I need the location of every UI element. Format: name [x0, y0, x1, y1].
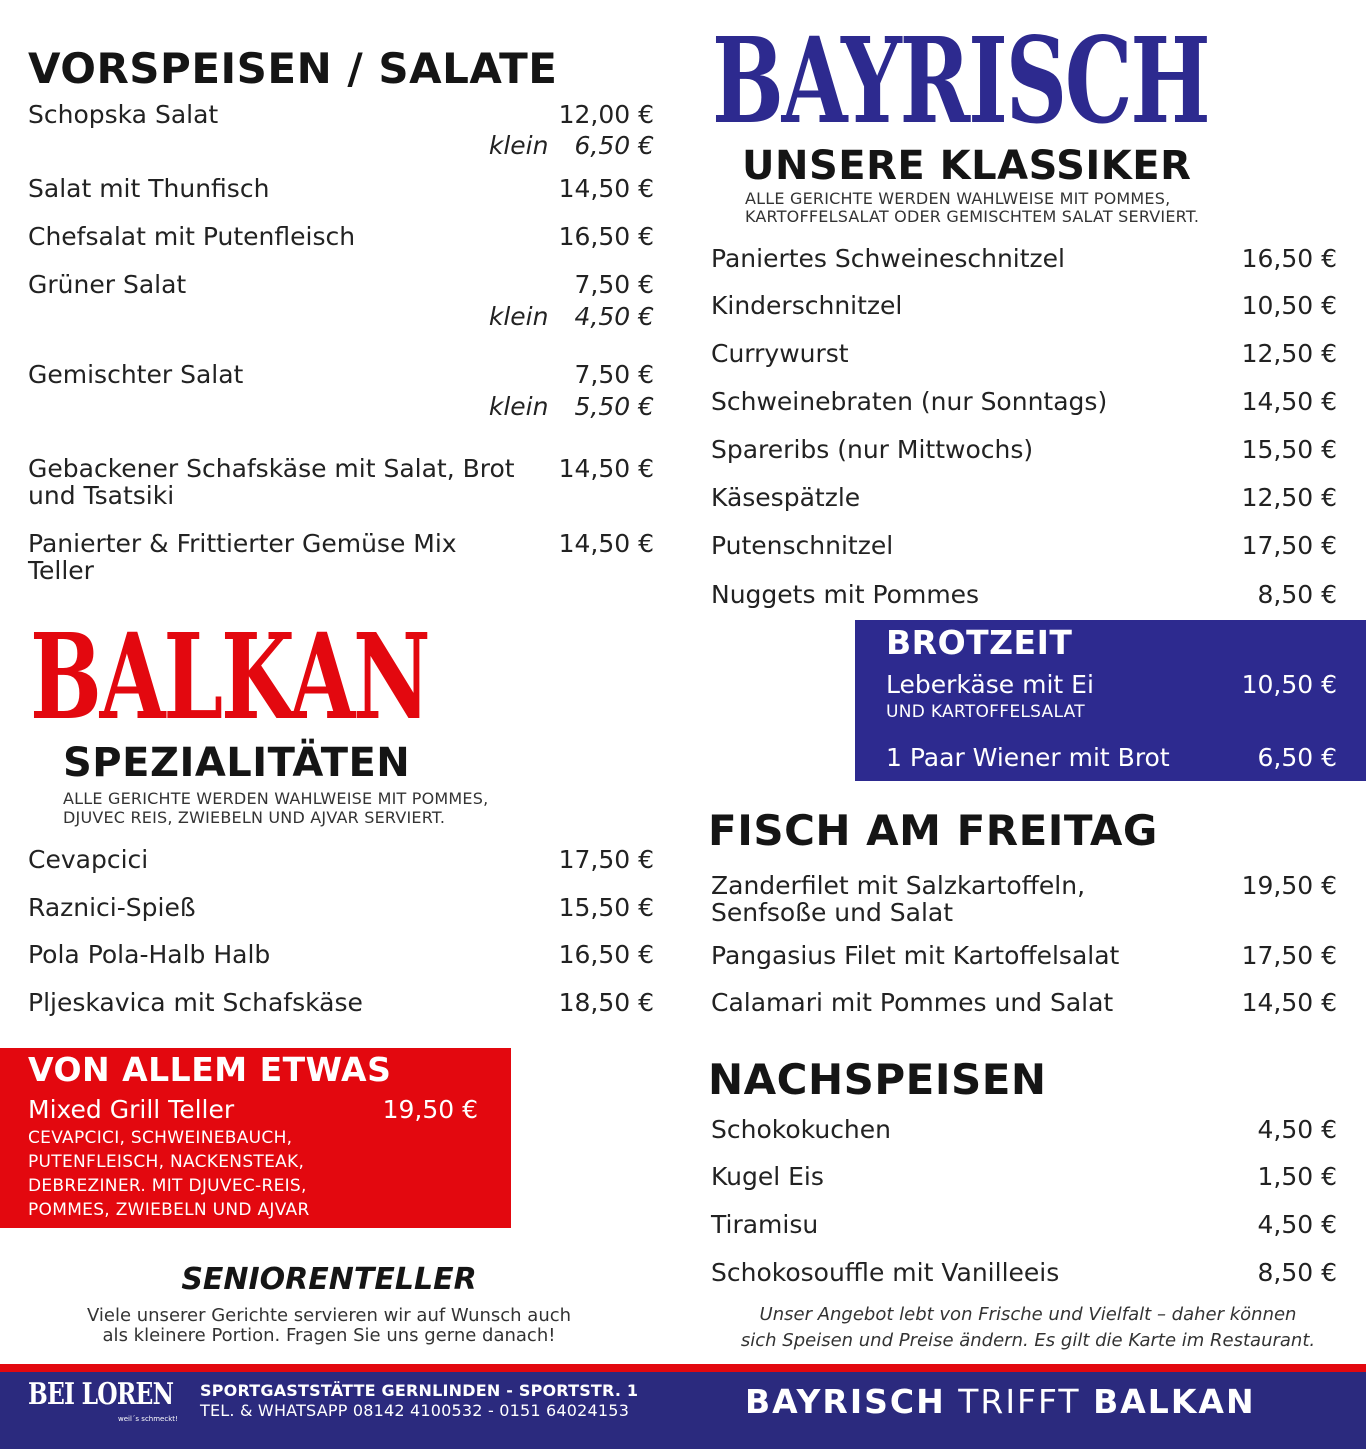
menu-item-price: 17,50 € — [558, 845, 654, 874]
fisch-title: FISCH AM FREITAG — [708, 806, 1158, 855]
menu-item-name: Currywurst — [711, 339, 849, 368]
menu-item-price: 10,50 € — [1241, 291, 1337, 320]
menu-item-price: 12,50 € — [1241, 483, 1337, 512]
description-line: DEBREZINER. MIT DJUVEC-REIS, — [28, 1176, 307, 1196]
menu-item-name: Tiramisu — [711, 1210, 819, 1239]
mixed-grill-price: 19,50 € — [382, 1095, 478, 1124]
slogan-bayrisch: BAYRISCH — [745, 1382, 946, 1421]
menu-item-name: Salat mit Thunfisch — [28, 174, 270, 203]
menu-item-price: 16,50 € — [558, 222, 654, 251]
menu-item-price: 19,50 € — [1241, 871, 1337, 900]
balkan-title: SPEZIALITÄTEN — [63, 740, 411, 786]
menu-item-name: Gemischter Salat — [28, 360, 244, 389]
footer-slogan — [745, 1382, 1256, 1421]
menu-item-price: 14,50 € — [1241, 387, 1337, 416]
menu-item-price: 7,50 € — [574, 270, 654, 299]
mixed-grill-name: Mixed Grill Teller — [28, 1095, 235, 1124]
menu-item-name: Paniertes Schweineschnitzel — [711, 244, 1065, 273]
menu-item-name: Raznici-Spieß — [28, 893, 196, 922]
brotzeit-box — [855, 620, 1366, 781]
slogan-balkan: BALKAN — [1093, 1382, 1256, 1421]
von-allem-etwas-box — [0, 1048, 511, 1228]
menu-item-name: Putenschnitzel — [711, 531, 894, 560]
menu-item-price: 1,50 € — [1257, 1162, 1337, 1191]
menu-item-name: Pljeskavica mit Schafskäse — [28, 988, 363, 1017]
menu-item-name: Grüner Salat — [28, 270, 187, 299]
menu-item-name: Cevapcici — [28, 845, 149, 874]
disclaimer-line1: Unser Angebot lebt von Frische und Vielfalt – daher können — [759, 1304, 1297, 1325]
menu-item-price: 16,50 € — [1241, 244, 1337, 273]
balkan-note-line1: ALLE GERICHTE WERDEN WAHLWEISE MIT POMMES, — [63, 789, 489, 808]
description-line: PUTENFLEISCH, NACKENSTEAK, — [28, 1152, 305, 1172]
menu-item-price: 12,00 € — [558, 100, 654, 129]
menu-item-price: 17,50 € — [1241, 531, 1337, 560]
klein-price-row — [489, 131, 654, 160]
slogan-trifft: TRIFFT — [958, 1382, 1081, 1421]
menu-item-price: 14,50 € — [558, 529, 654, 558]
klein-label: klein — [488, 302, 549, 331]
bayrisch-title: UNSERE KLASSIKER — [742, 143, 1192, 189]
menu-item-price: 15,50 € — [558, 893, 654, 922]
bayrisch-note-line1: ALLE GERICHTE WERDEN WAHLWEISE MIT POMMES, — [745, 189, 1171, 208]
menu-item-name: Schokosouffle mit Vanilleeis — [711, 1258, 1060, 1287]
menu-item-price: 8,50 € — [1257, 1258, 1337, 1287]
menu-item-name: Käsespätzle — [711, 483, 861, 512]
menu-item-name: Calamari mit Pommes und Salat — [711, 988, 1114, 1017]
menu-item-price: 8,50 € — [1257, 580, 1337, 609]
vorspeisen-title: VORSPEISEN / SALATE — [28, 44, 558, 93]
menu-item-price: 16,50 € — [558, 940, 654, 969]
klein-price: 5,50 € — [574, 392, 654, 421]
brotzeit-item-sub: UND KARTOFFELSALAT — [886, 702, 1085, 722]
seniorenteller-line2: als kleinere Portion. Fragen Sie uns gerne danach! — [102, 1325, 556, 1346]
menu-item-price: 15,50 € — [1241, 435, 1337, 464]
brotzeit-item-name: 1 Paar Wiener mit Brot — [886, 743, 1170, 772]
klein-price-row — [489, 302, 654, 331]
bei-loren-logo: BEI LOREN — [28, 1377, 174, 1412]
footer-red-stripe — [0, 1364, 1366, 1372]
menu-item-name: Zanderfilet mit Salzkartoffeln, Senfsoße und Salat — [711, 871, 1086, 927]
menu-item-name: Pola Pola-Halb Halb — [28, 940, 271, 969]
description-line: CEVAPCICI, SCHWEINEBAUCH, — [28, 1128, 293, 1148]
menu-item-name: Nuggets mit Pommes — [711, 580, 980, 609]
brotzeit-item-price: 6,50 € — [1257, 743, 1337, 772]
menu-item-name: Schopska Salat — [28, 100, 219, 129]
footer-contact: TEL. & WHATSAPP 08142 4100532 - 0151 64024153 — [200, 1401, 630, 1420]
balkan-note-line2: DJUVEC REIS, ZWIEBELN UND AJVAR SERVIERT. — [63, 808, 446, 827]
description-line: POMMES, ZWIEBELN UND AJVAR — [28, 1200, 310, 1220]
nachspeisen-title: NACHSPEISEN — [708, 1055, 1047, 1104]
klein-label: klein — [488, 392, 549, 421]
bayrisch-logo: BAYRISCH — [712, 11, 1209, 150]
menu-item-name: Spareribs (nur Mittwochs) — [711, 435, 1034, 464]
disclaimer-line2: sich Speisen und Preise ändern. Es gilt die Karte im Restaurant. — [740, 1330, 1316, 1351]
menu-item-price: 14,50 € — [558, 454, 654, 483]
menu-item-name: Schokokuchen — [711, 1115, 892, 1144]
menu-item-name: Pangasius Filet mit Kartoffelsalat — [711, 941, 1120, 970]
footer-address: SPORTGASTSTÄTTE GERNLINDEN - SPORTSTR. 1 — [200, 1381, 639, 1400]
von-allem-title: VON ALLEM ETWAS — [28, 1050, 392, 1089]
menu-item-name: Panierter & Frittierter Gemüse Mix Teller — [28, 529, 457, 585]
menu-item-price: 12,50 € — [1241, 339, 1337, 368]
menu-item-name: Schweinebraten (nur Sonntags) — [711, 387, 1108, 416]
menu-item-price: 14,50 € — [558, 174, 654, 203]
brotzeit-title: BROTZEIT — [886, 623, 1073, 662]
menu-item-price: 7,50 € — [574, 360, 654, 389]
bayrisch-note-line2: KARTOFFELSALAT ODER GEMISCHTEM SALAT SERVIERT. — [745, 207, 1200, 226]
klein-price: 6,50 € — [574, 131, 654, 160]
menu-item-name: Chefsalat mit Putenfleisch — [28, 222, 356, 251]
menu-item-price: 4,50 € — [1257, 1210, 1337, 1239]
klein-label: klein — [488, 131, 549, 160]
menu-item-price: 4,50 € — [1257, 1115, 1337, 1144]
brotzeit-item-name: Leberkäse mit Ei — [886, 670, 1094, 699]
menu-item-price: 14,50 € — [1241, 988, 1337, 1017]
menu-item-name: Kugel Eis — [711, 1162, 824, 1191]
seniorenteller-title: SENIORENTELLER — [181, 1262, 477, 1297]
seniorenteller-line1: Viele unserer Gerichte servieren wir auf Wunsch auch — [86, 1305, 572, 1326]
menu-item-price: 18,50 € — [558, 988, 654, 1017]
menu-item-price: 17,50 € — [1241, 941, 1337, 970]
balkan-logo: BALKAN — [30, 607, 429, 746]
klein-price-row — [489, 392, 654, 421]
brotzeit-item-price: 10,50 € — [1241, 670, 1337, 699]
bei-loren-tagline: weil´s schmeckt! — [118, 1415, 178, 1423]
klein-price: 4,50 € — [574, 302, 654, 331]
menu-item-name: Kinderschnitzel — [711, 291, 903, 320]
menu-item-name: Gebackener Schafskäse mit Salat, Brot und Tsatsiki — [28, 454, 515, 510]
footer-bar — [0, 1364, 1366, 1449]
mixed-grill-description — [28, 1126, 310, 1222]
